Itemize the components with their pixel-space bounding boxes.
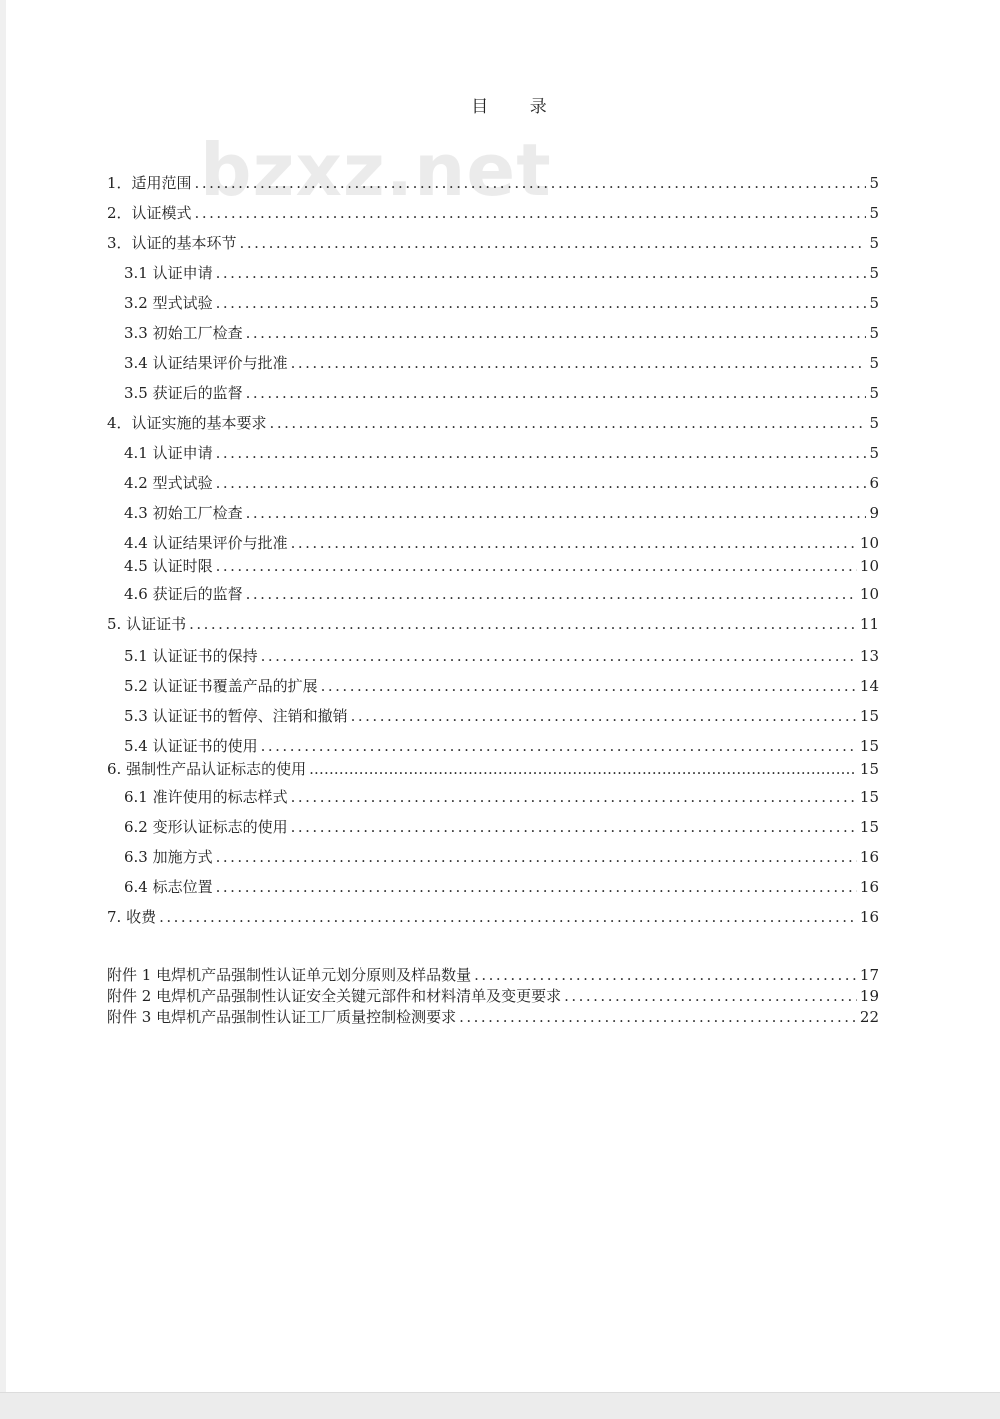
toc-entry-6-2[interactable]: 6.2 变形认证标志的使用 ..... 15 [107, 816, 879, 837]
leader-dots [270, 414, 867, 432]
leader-dots [309, 760, 857, 778]
leader-dots [321, 677, 857, 695]
leader-dots [216, 444, 867, 462]
page-number: 17 [859, 966, 879, 984]
page-number: 13 [859, 647, 879, 665]
leader-dots [246, 384, 867, 402]
viewer-bottom-bar [0, 1392, 1000, 1419]
toc-entry-5-3[interactable]: 5.3 认证证书的暂停、注销和撤销 ..... 15 [107, 705, 879, 726]
leader-dots [240, 234, 867, 252]
leader-dots [246, 504, 867, 522]
page-number: 5 [869, 264, 879, 282]
toc-entry-7[interactable]: 7. 收费 ..... 16 [107, 906, 879, 927]
page-number: 9 [869, 504, 879, 522]
toc-entry-4-4[interactable]: 4.4 认证结果评价与批准 ..... 10 [107, 532, 879, 553]
leader-dots [216, 848, 857, 866]
leader-dots [474, 966, 857, 984]
page-number: 22 [859, 1008, 879, 1026]
leader-dots [216, 264, 867, 282]
leader-dots [216, 474, 867, 492]
page-number: 15 [859, 818, 879, 836]
page-number: 5 [869, 204, 879, 222]
page-number: 16 [859, 878, 879, 896]
toc-entry-5[interactable]: 5. 认证证书 ..... 11 [107, 613, 879, 634]
leader-dots [261, 647, 857, 665]
page-number: 5 [869, 234, 879, 252]
toc-entry-4-1[interactable]: 4.1 认证申请 ..... 5 [107, 442, 879, 463]
page-number: 19 [859, 987, 879, 1005]
toc-entry-3[interactable]: 3．认证的基本环节 ..... 5 [107, 232, 879, 253]
toc-entry-6-3[interactable]: 6.3 加施方式 ..... 16 [107, 846, 879, 867]
leader-dots [216, 878, 857, 896]
toc-entry-6[interactable]: 6. 强制性产品认证标志的使用 ..... 15 [107, 758, 879, 779]
page-number: 5 [869, 414, 879, 432]
toc-entry-4-6[interactable]: 4.6 获证后的监督 ..... 10 [107, 583, 879, 604]
toc-entry-5-4[interactable]: 5.4 认证证书的使用 ..... 15 [107, 735, 879, 756]
watermark: bzxz.net [200, 128, 552, 212]
toc-entry-4-3[interactable]: 4.3 初始工厂检查 ..... 9 [107, 502, 879, 523]
page-number: 5 [869, 384, 879, 402]
leader-dots [159, 908, 857, 926]
toc-entry-3-4[interactable]: 3.4 认证结果评价与批准 ..... 5 [107, 352, 879, 373]
toc-entry-5-2[interactable]: 5.2 认证证书覆盖产品的扩展 ..... 14 [107, 675, 879, 696]
page-number: 5 [869, 354, 879, 372]
page-number: 14 [859, 677, 879, 695]
toc-appendix-3[interactable]: 附件 3 电焊机产品强制性认证工厂质量控制检测要求 ..... 22 [107, 1006, 879, 1027]
toc-entry-3-5[interactable]: 3.5 获证后的监督 ..... 5 [107, 382, 879, 403]
leader-dots [246, 585, 857, 603]
leader-dots [195, 174, 867, 192]
toc-appendix-2[interactable]: 附件 2 电焊机产品强制性认证安全关键元部件和材料清单及变更要求 ..... 19 [107, 985, 879, 1006]
toc-entry-3-2[interactable]: 3.2 型式试验 ..... 5 [107, 292, 879, 313]
page-number: 10 [859, 534, 879, 552]
page-number: 15 [859, 760, 879, 778]
toc-entry-5-1[interactable]: 5.1 认证证书的保持 ..... 13 [107, 645, 879, 666]
page-edge [0, 0, 6, 1418]
leader-dots [216, 294, 867, 312]
toc-entry-4-2[interactable]: 4.2 型式试验 ..... 6 [107, 472, 879, 493]
page-number: 10 [859, 585, 879, 603]
page-number: 5 [869, 444, 879, 462]
leader-dots [291, 534, 857, 552]
toc-entry-2[interactable]: 2．认证模式 ..... 5 [107, 202, 879, 223]
page-number: 5 [869, 174, 879, 192]
page-title: 目 录 [471, 97, 565, 117]
toc-entry-6-4[interactable]: 6.4 标志位置 ..... 16 [107, 876, 879, 897]
leader-dots [216, 557, 857, 575]
page-number: 5 [869, 294, 879, 312]
page-number: 16 [859, 848, 879, 866]
page-number: 10 [859, 557, 879, 575]
toc-entry-3-3[interactable]: 3.3 初始工厂检查 ..... 5 [107, 322, 879, 343]
leader-dots [261, 737, 857, 755]
page-number: 15 [859, 788, 879, 806]
page-number: 5 [869, 324, 879, 342]
leader-dots [291, 354, 867, 372]
page-number: 15 [859, 737, 879, 755]
toc-entry-1[interactable]: 1．适用范围 ..... 5 [107, 172, 879, 193]
leader-dots [189, 615, 857, 633]
leader-dots [564, 987, 857, 1005]
page-number: 16 [859, 908, 879, 926]
leader-dots [291, 818, 857, 836]
table-of-contents [107, 172, 879, 1026]
page-number: 11 [859, 615, 879, 633]
toc-entry-4-5[interactable]: 4.5 认证时限 ..... 10 [107, 555, 879, 576]
leader-dots [459, 1008, 857, 1026]
toc-entry-6-1[interactable]: 6.1 准许使用的标志样式 ..... 15 [107, 786, 879, 807]
leader-dots [195, 204, 867, 222]
leader-dots [246, 324, 867, 342]
toc-entry-3-1[interactable]: 3.1 认证申请 ..... 5 [107, 262, 879, 283]
toc-entry-4[interactable]: 4．认证实施的基本要求 ..... 5 [107, 412, 879, 433]
page-number: 6 [869, 474, 879, 492]
toc-appendix-1[interactable]: 附件 1 电焊机产品强制性认证单元划分原则及样品数量 ..... 17 [107, 964, 879, 985]
leader-dots [291, 788, 857, 806]
page-number: 15 [859, 707, 879, 725]
leader-dots [351, 707, 857, 725]
